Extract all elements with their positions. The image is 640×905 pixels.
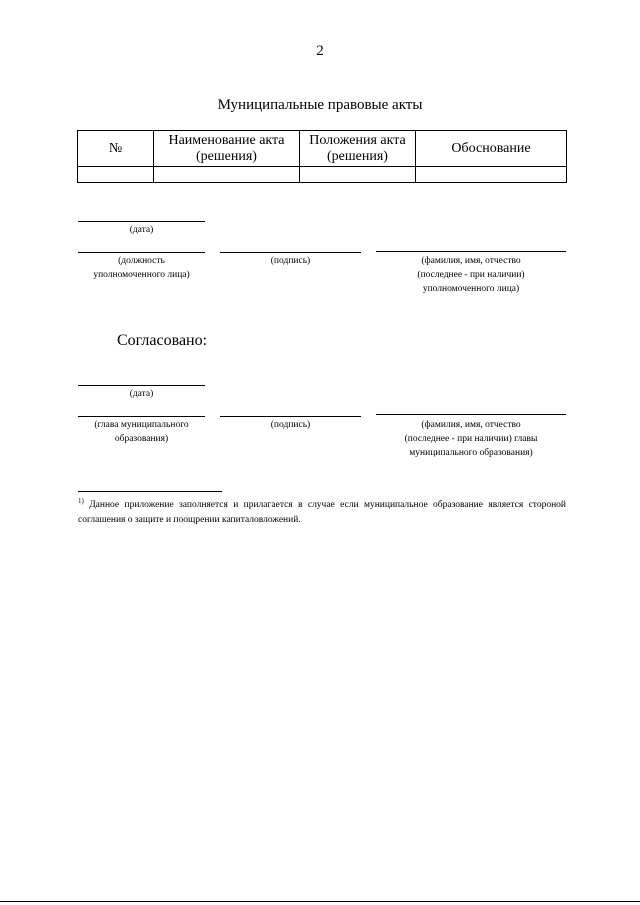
fio-caption: (фамилия, имя, отчество (последнее - при наличии) уполномоченного лица) (417, 256, 525, 294)
footnote-separator (78, 491, 222, 492)
date-caption: (дата) (129, 389, 154, 399)
position-line (78, 252, 205, 253)
date-caption: (дата) (129, 225, 154, 235)
fio-caption: (фамилия, имя, отчество (последнее - при наличии) главы муниципального образования) (404, 420, 538, 458)
signature-caption: (подпись) (270, 256, 311, 266)
legal-acts-table (77, 130, 567, 183)
column-header-act-name: Наименование акта (решения) (154, 131, 300, 167)
position-caption: (глава муниципального образования) (94, 420, 189, 444)
signature-line (220, 416, 361, 417)
position-caption: (должность уполномоченного лица) (93, 256, 190, 280)
column-header-act-provisions: Положения акта (решения) (300, 131, 416, 167)
signature-line (220, 252, 361, 253)
table-cell (300, 167, 416, 183)
footnote (78, 498, 566, 528)
signature-caption: (подпись) (270, 420, 311, 430)
table-header-row (78, 131, 567, 167)
table-cell (78, 167, 154, 183)
page-bottom-edge (0, 901, 640, 902)
footnote-text: Данное приложение заполняется и прилагается в случае если муниципальное образование является стороной соглашения о защите и поощрении капиталовложений. (78, 500, 566, 525)
date-line (78, 385, 205, 386)
date-line (78, 221, 205, 222)
table-cell (416, 167, 567, 183)
table-cell (154, 167, 300, 183)
document-title: Муниципальные правовые акты (217, 97, 423, 113)
position-line (78, 416, 205, 417)
table-row (78, 167, 567, 183)
column-header-number: № (78, 131, 154, 167)
column-header-justification: Обоснование (416, 131, 567, 167)
page-number: 2 (316, 43, 324, 59)
fio-line (376, 414, 566, 415)
agreed-heading: Согласовано: (117, 332, 208, 349)
footnote-marker: 1) (78, 496, 84, 505)
fio-line (376, 251, 566, 252)
